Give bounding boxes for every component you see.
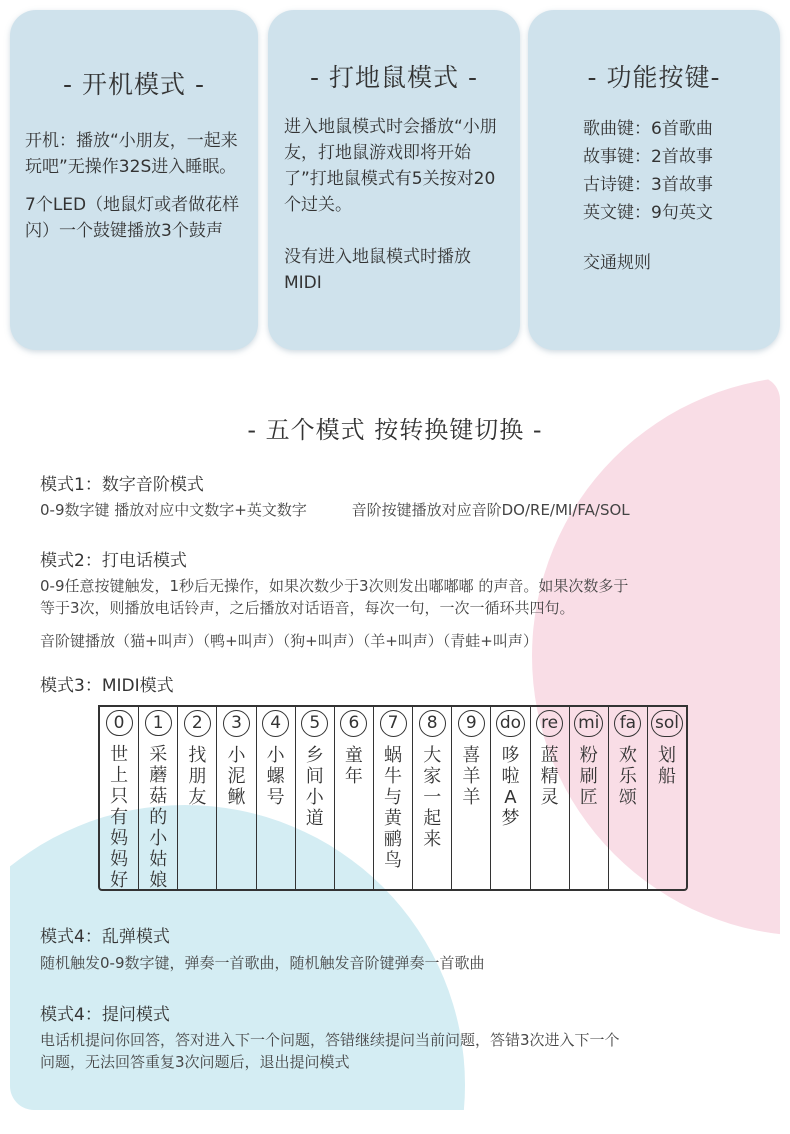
midi-key-label: 7 (380, 710, 407, 737)
card-boot-mode (10, 10, 258, 350)
mode2-heading: 模式2：打电话模式 (40, 551, 187, 571)
midi-song-name: 粉刷匠 (579, 745, 598, 808)
card-title: - 打地鼠模式 - (310, 63, 478, 92)
mode4-text: 随机触发0-9数字键，弹奏一首歌曲，随机触发音阶键弹奏一首歌曲 (40, 954, 485, 972)
midi-column (177, 707, 216, 889)
midi-song-name: 大家一起来 (423, 745, 442, 850)
mode5-text (40, 1029, 760, 1073)
card-paragraph: 7个LED（地鼠灯或者做花样闪）一个鼓键播放3个鼓声 (25, 195, 240, 241)
key-line: 故事键：2首故事 (583, 147, 713, 167)
midi-key-label: 1 (145, 710, 172, 736)
midi-column (295, 707, 334, 889)
midi-column (334, 707, 373, 889)
midi-song-name: 找朋友 (188, 745, 207, 808)
midi-column (569, 707, 608, 889)
mode3-heading: 模式3：MIDI模式 (40, 676, 174, 696)
key-line: 古诗键：3首故事 (583, 175, 713, 195)
midi-song-name: 采蘑菇的小姑娘 (149, 744, 168, 891)
midi-song-name: 哆啦A梦 (501, 745, 520, 829)
mode2-scale-line: 音阶键播放（猫+叫声）（鸭+叫声）（狗+叫声）（羊+叫声）（青蛙+叫声） (40, 632, 538, 650)
midi-column (530, 707, 569, 889)
card-function-keys (528, 10, 780, 350)
midi-song-name: 喜羊羊 (462, 745, 481, 808)
key-line-extra: 交通规则 (583, 253, 651, 273)
midi-column (100, 707, 138, 889)
midi-key-label: 9 (458, 710, 485, 737)
card-paragraph: 进入地鼠模式时会播放“小朋友，打地鼠游戏即将开始了”打地鼠模式有5关按对20个过关。 (284, 117, 497, 215)
mode2-line: 等于3次，则播放电话铃声，之后播放对话语音，每次一句，一次一循环共四句。 (40, 599, 575, 617)
midi-key-label: sol (651, 710, 683, 737)
midi-column (412, 707, 451, 889)
card-body (284, 114, 508, 296)
card-title: - 功能按键- (587, 63, 721, 92)
mode5-line: 问题，无法回答重复3次问题后，退出提问模式 (40, 1053, 350, 1071)
mode1-heading: 模式1：数字音阶模式 (40, 475, 204, 495)
midi-song-name: 乡间小道 (305, 745, 324, 829)
midi-key-label: 2 (184, 710, 211, 737)
key-line: 歌曲键：6首歌曲 (583, 119, 713, 139)
midi-song-name: 欢乐颂 (618, 745, 637, 808)
mode4-heading: 模式4：乱弹模式 (40, 927, 170, 947)
midi-column (608, 707, 647, 889)
midi-key-label: re (536, 710, 563, 737)
midi-column (451, 707, 490, 889)
midi-song-name: 世上只有妈妈好 (110, 744, 129, 891)
mode2-text (40, 575, 760, 619)
midi-key-label: 3 (223, 710, 250, 737)
card-whack-mode (268, 10, 520, 350)
midi-song-name: 童年 (344, 745, 363, 787)
mode2-line: 0-9任意按键触发，1秒后无操作，如果次数少于3次则发出嘟嘟嘟 的声音。如果次数多于 (40, 577, 629, 595)
midi-song-name: 小螺号 (266, 745, 285, 808)
midi-column (647, 707, 686, 889)
mode1-text (40, 499, 760, 521)
midi-column (256, 707, 295, 889)
card-title: - 开机模式 - (63, 70, 205, 99)
midi-song-name: 划船 (658, 745, 677, 787)
midi-song-name: 蓝精灵 (540, 745, 559, 808)
card-body (583, 115, 773, 277)
midi-key-label: do (496, 710, 525, 737)
midi-key-label: 5 (301, 710, 328, 737)
midi-key-label: 0 (106, 710, 133, 736)
key-line: 英文键：9句英文 (583, 203, 713, 223)
midi-column (216, 707, 255, 889)
midi-key-label: 4 (262, 710, 289, 737)
midi-column (138, 707, 177, 889)
card-body (25, 128, 245, 244)
midi-column (373, 707, 412, 889)
midi-key-label: 8 (419, 710, 446, 737)
mode5-heading: 模式4：提问模式 (40, 1005, 170, 1025)
midi-song-table (98, 705, 688, 891)
mode1-text-digits: 0-9数字键 播放对应中文数字+英文数字 (40, 501, 307, 519)
midi-column (490, 707, 529, 889)
mode1-text-scale: 音阶按键播放对应音阶DO/RE/MI/FA/SOL (351, 501, 630, 519)
midi-song-name: 小泥鳅 (227, 745, 246, 808)
midi-song-name: 蜗牛与黄鹂鸟 (384, 745, 403, 871)
card-paragraph: 没有进入地鼠模式时播放MIDI (284, 247, 471, 293)
midi-key-label: 6 (340, 710, 367, 737)
mode5-line: 电话机提问你回答，答对进入下一个问题，答错继续提问当前问题，答错3次进入下一个 (40, 1031, 620, 1049)
midi-key-label: fa (614, 710, 641, 737)
section-title: - 五个模式 按转换键切换 - (247, 416, 543, 444)
midi-key-label: mi (574, 710, 603, 737)
card-paragraph: 开机：播放“小朋友，一起来玩吧”无操作32S进入睡眠。 (25, 131, 238, 177)
